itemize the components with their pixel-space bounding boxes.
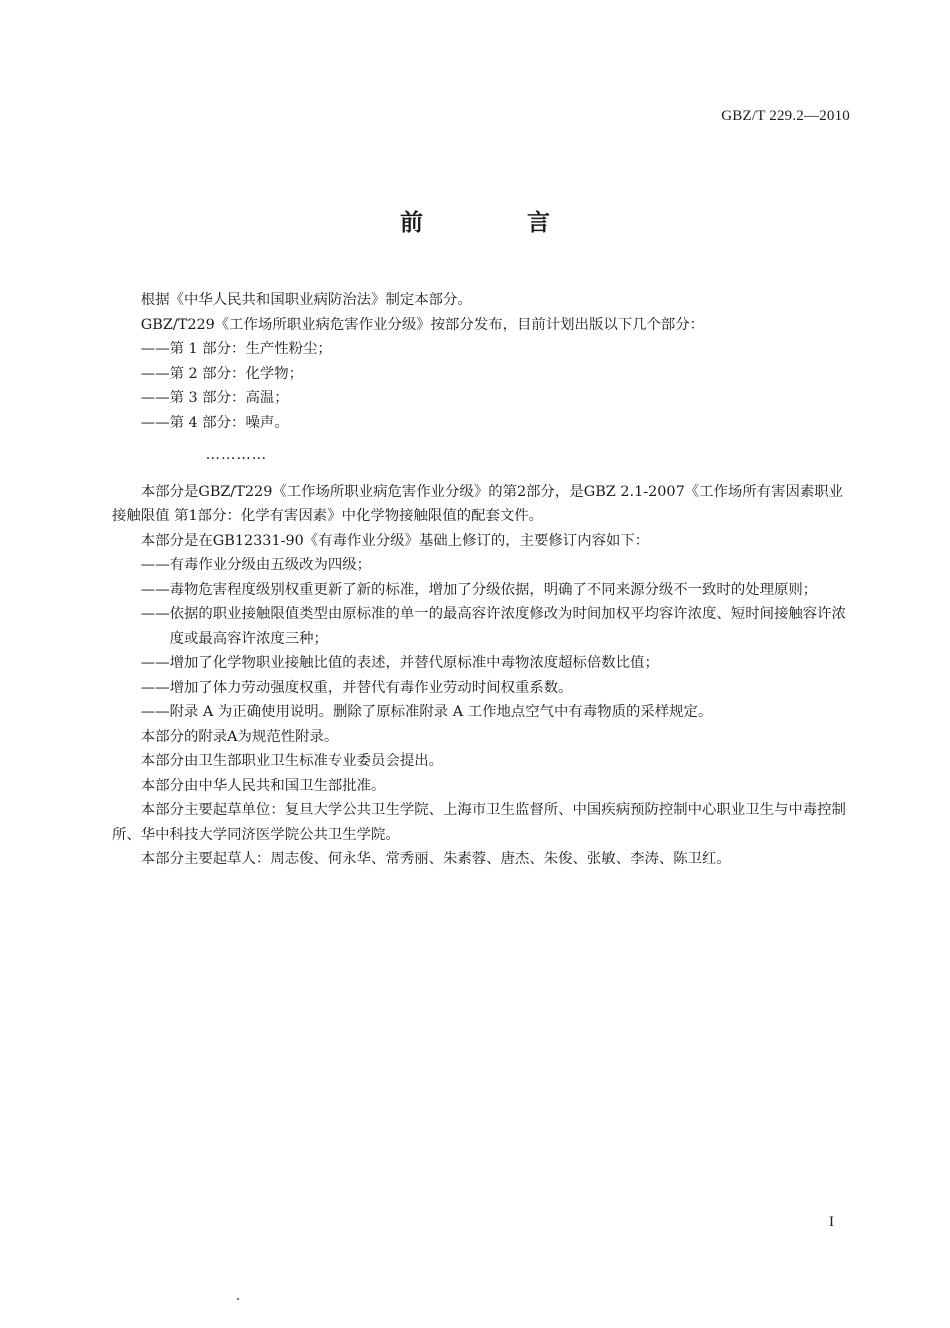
paragraph-approver: 本部分由中华人民共和国卫生部批准。 <box>140 777 386 794</box>
revision-item: ——增加了化学物职业接触比值的表述，并替代原标准中毒物浓度超标倍数比值； <box>140 655 659 671</box>
paragraph-revision-intro: 本部分是在GB12331-90《有毒作业分级》基础上修订的，主要修订内容如下： <box>140 532 650 549</box>
part-item: ——第 4 部分：噪声。 <box>140 414 289 431</box>
paragraph-scope: 本部分是GBZ/T229《工作场所职业病危害作业分级》的第2部分，是GBZ 2.1-2007《工作场所有害因素职业接触限值 第1部分：化学有害因素》中化学物接触限值的配套文件。 <box>112 483 844 524</box>
paragraph-drafting-units: 本部分主要起草单位：复旦大学公共卫生学院、上海市卫生监督所、中国疾病预防控制中心职业卫生与中毒控制所、华中科技大学同济医学院公共卫生学院。 <box>112 802 846 843</box>
revision-item: ——附录 A 为正确使用说明。删除了原标准附录 A 工作地点空气中有毒物质的采样规定。 <box>140 704 713 720</box>
scan-speck <box>237 1298 239 1300</box>
paragraph-proposer: 本部分由卫生部职业卫生标准专业委员会提出。 <box>140 753 444 769</box>
paragraph-drafters: 本部分主要起草人：周志俊、何永华、常秀丽、朱素蓉、唐杰、朱俊、张敏、李涛、陈卫红。 <box>140 851 731 867</box>
standard-code: GBZ/T 229.2—2010 <box>721 108 850 124</box>
ellipsis: ………… <box>205 447 268 463</box>
part-item: ——第 1 部分：生产性粉尘； <box>140 341 332 357</box>
revision-item: ——增加了体力劳动强度权重，并替代有毒作业劳动时间权重系数。 <box>140 679 573 696</box>
part-item: ——第 2 部分：化学物； <box>140 365 304 382</box>
revision-item: ——毒物危害程度级别权重更新了新的标准，增加了分级依据，明确了不同来源分级不一致时的处理原则； <box>140 581 818 598</box>
part-item: ——第 3 部分：高温； <box>140 390 289 406</box>
page-number: I <box>829 1214 834 1230</box>
page-title: 前 言 <box>399 210 598 236</box>
revision-item: ——依据的职业接触限值类型由原标准的单一的最高容许浓度修改为时间加权平均容许浓度、短时间接触容许浓度或最高容许浓度三种； <box>140 606 846 647</box>
document-body <box>112 288 852 872</box>
paragraph-basis: 根据《中华人民共和国职业病防治法》制定本部分。 <box>140 292 472 308</box>
paragraph-appendix: 本部分的附录A为规范性附录。 <box>140 728 339 745</box>
revision-item: ——有毒作业分级由五级改为四级； <box>140 557 372 573</box>
paragraph-series: GBZ/T229《工作场所职业病危害作业分级》按部分发布，目前计划出版以下几个部分： <box>140 316 705 333</box>
